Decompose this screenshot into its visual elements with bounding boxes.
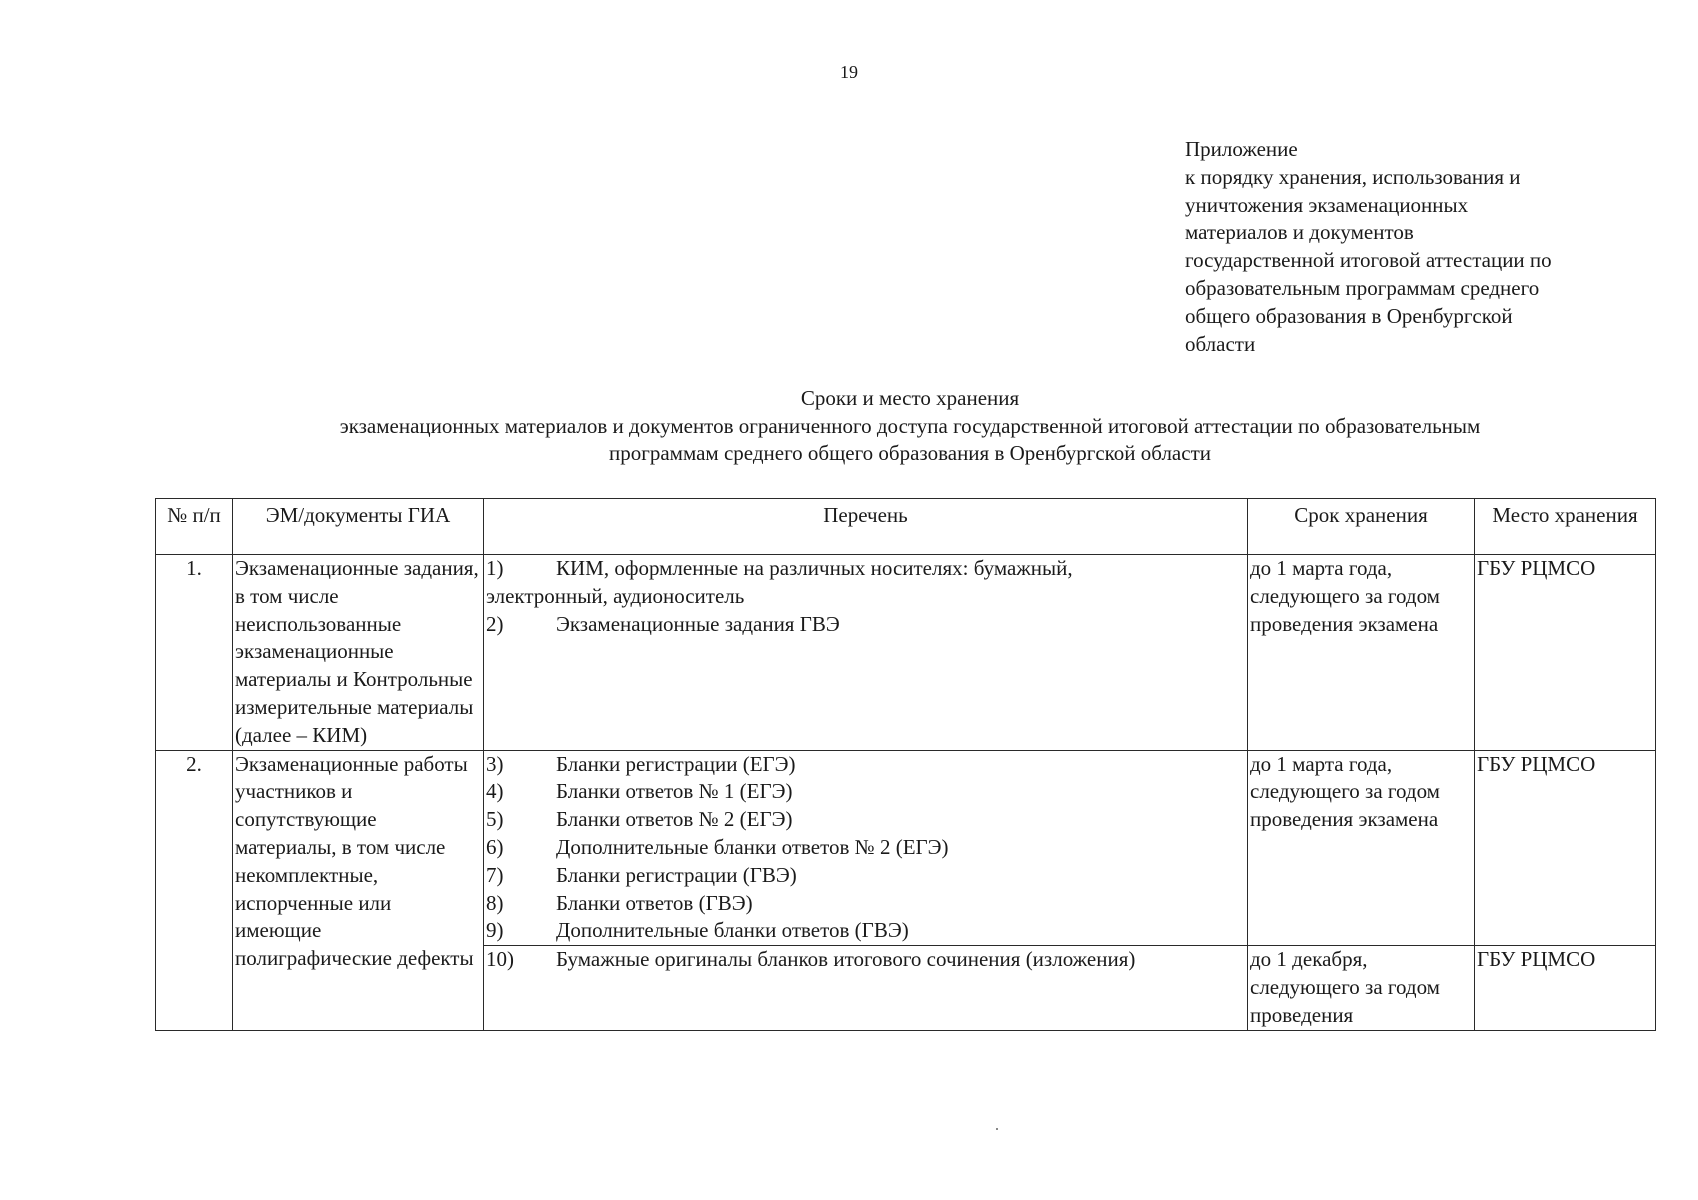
list-item [486, 751, 1245, 779]
list-item-text: КИМ, оформленные на различных носителях: бумажный, [556, 556, 1073, 580]
appendix-line: общего образования в Оренбургской [1185, 303, 1513, 328]
storage-place-cell: ГБУ РЦМСО [1475, 946, 1656, 1030]
header-list: Перечень [484, 499, 1248, 555]
table-header-row [156, 499, 1656, 555]
storage-term-cell: до 1 марта года, следующего за годом проведения экзамена [1248, 555, 1475, 751]
list-item-number: 1) [486, 556, 504, 580]
list-item-continuation: электронный, аудионоситель [486, 583, 745, 608]
list-item-text: Бланки ответов (ГВЭ) [556, 890, 753, 915]
list-item [486, 611, 1245, 639]
list-item-text: Бланки ответов № 2 (ЕГЭ) [556, 807, 793, 832]
header-num: № п/п [156, 499, 233, 555]
list-item-number: 2) [486, 611, 504, 636]
table-row [156, 750, 1656, 946]
storage-place-cell: ГБУ РЦМСО [1475, 555, 1656, 751]
appendix-line: Приложение [1185, 137, 1298, 161]
appendix-line: образовательным программам среднего [1185, 275, 1540, 300]
list-item [486, 862, 1245, 890]
header-em-documents: ЭМ/документы ГИА [233, 499, 484, 555]
list-item-number: 9) [486, 918, 504, 943]
title-line: экзаменационных материалов и документов ограниченного доступа государственной итоговой аттестации по образовательным [339, 413, 1481, 438]
storage-table [155, 498, 1656, 1031]
document-title [0, 385, 1698, 468]
em-documents-cell: Экзаменационные работы участников и сопутствующие материалы, в том числе некомплектные, испорченные или имеющие полиграфические дефекты [233, 750, 484, 1030]
title-line: программам среднего общего образования в Оренбургской области [609, 441, 1211, 465]
list-item-text: Дополнительные бланки ответов (ГВЭ) [556, 918, 909, 943]
storage-term-cell: до 1 декабря, следующего за годом проведения [1248, 946, 1475, 1030]
list-item-text: Экзаменационные задания ГВЭ [556, 611, 840, 636]
em-documents-cell: Экзаменационные задания, в том числе неиспользованные экзаменационные материалы и Контрольные измерительные материалы (далее – КИМ) [233, 555, 484, 751]
appendix-line: области [1185, 331, 1256, 356]
list-item-number: 10) [486, 947, 514, 972]
list-item [486, 946, 1245, 974]
list-item-number: 3) [486, 751, 504, 776]
list-item-number: 6) [486, 834, 504, 859]
list-item [486, 778, 1245, 806]
list-item-text: Бумажные оригиналы бланков итогового сочинения (изложения) [556, 947, 1136, 972]
list-item-text: Бланки ответов № 1 (ЕГЭ) [556, 779, 793, 804]
row-number: 1. [156, 555, 233, 751]
appendix-line: уничтожения экзаменационных [1185, 192, 1469, 217]
storage-term-cell: до 1 марта года, следующего за годом проведения экзамена [1248, 750, 1475, 946]
list-item-number: 4) [486, 779, 504, 804]
list-item [486, 806, 1245, 834]
list-item [486, 555, 1245, 583]
list-item-text: Дополнительные бланки ответов № 2 (ЕГЭ) [556, 834, 949, 859]
row-number: 2. [156, 750, 233, 1030]
list-cell [484, 946, 1248, 1030]
appendix-line: к порядку хранения, использования и [1185, 164, 1521, 189]
list-cell [484, 750, 1248, 946]
appendix-line: материалов и документов [1185, 220, 1414, 245]
header-storage-place: Место хранения [1475, 499, 1656, 555]
list-item-text: Бланки регистрации (ЕГЭ) [556, 751, 796, 776]
page-number: 19 [840, 62, 858, 82]
table-row [156, 555, 1656, 751]
header-storage-term: Срок хранения [1248, 499, 1475, 555]
appendix-line: государственной итоговой аттестации по [1185, 248, 1552, 273]
scan-speck [996, 1128, 998, 1130]
list-item-number: 8) [486, 890, 504, 915]
title-line: Сроки и место хранения [800, 386, 1020, 410]
list-item [486, 890, 1245, 918]
list-item-number: 5) [486, 807, 504, 832]
storage-place-cell: ГБУ РЦМСО [1475, 750, 1656, 946]
list-item [486, 834, 1245, 862]
list-item [486, 917, 1245, 945]
list-cell [484, 555, 1248, 751]
list-item-number: 7) [486, 862, 504, 887]
appendix-caption [1185, 136, 1655, 358]
list-item-text: Бланки регистрации (ГВЭ) [556, 862, 797, 887]
